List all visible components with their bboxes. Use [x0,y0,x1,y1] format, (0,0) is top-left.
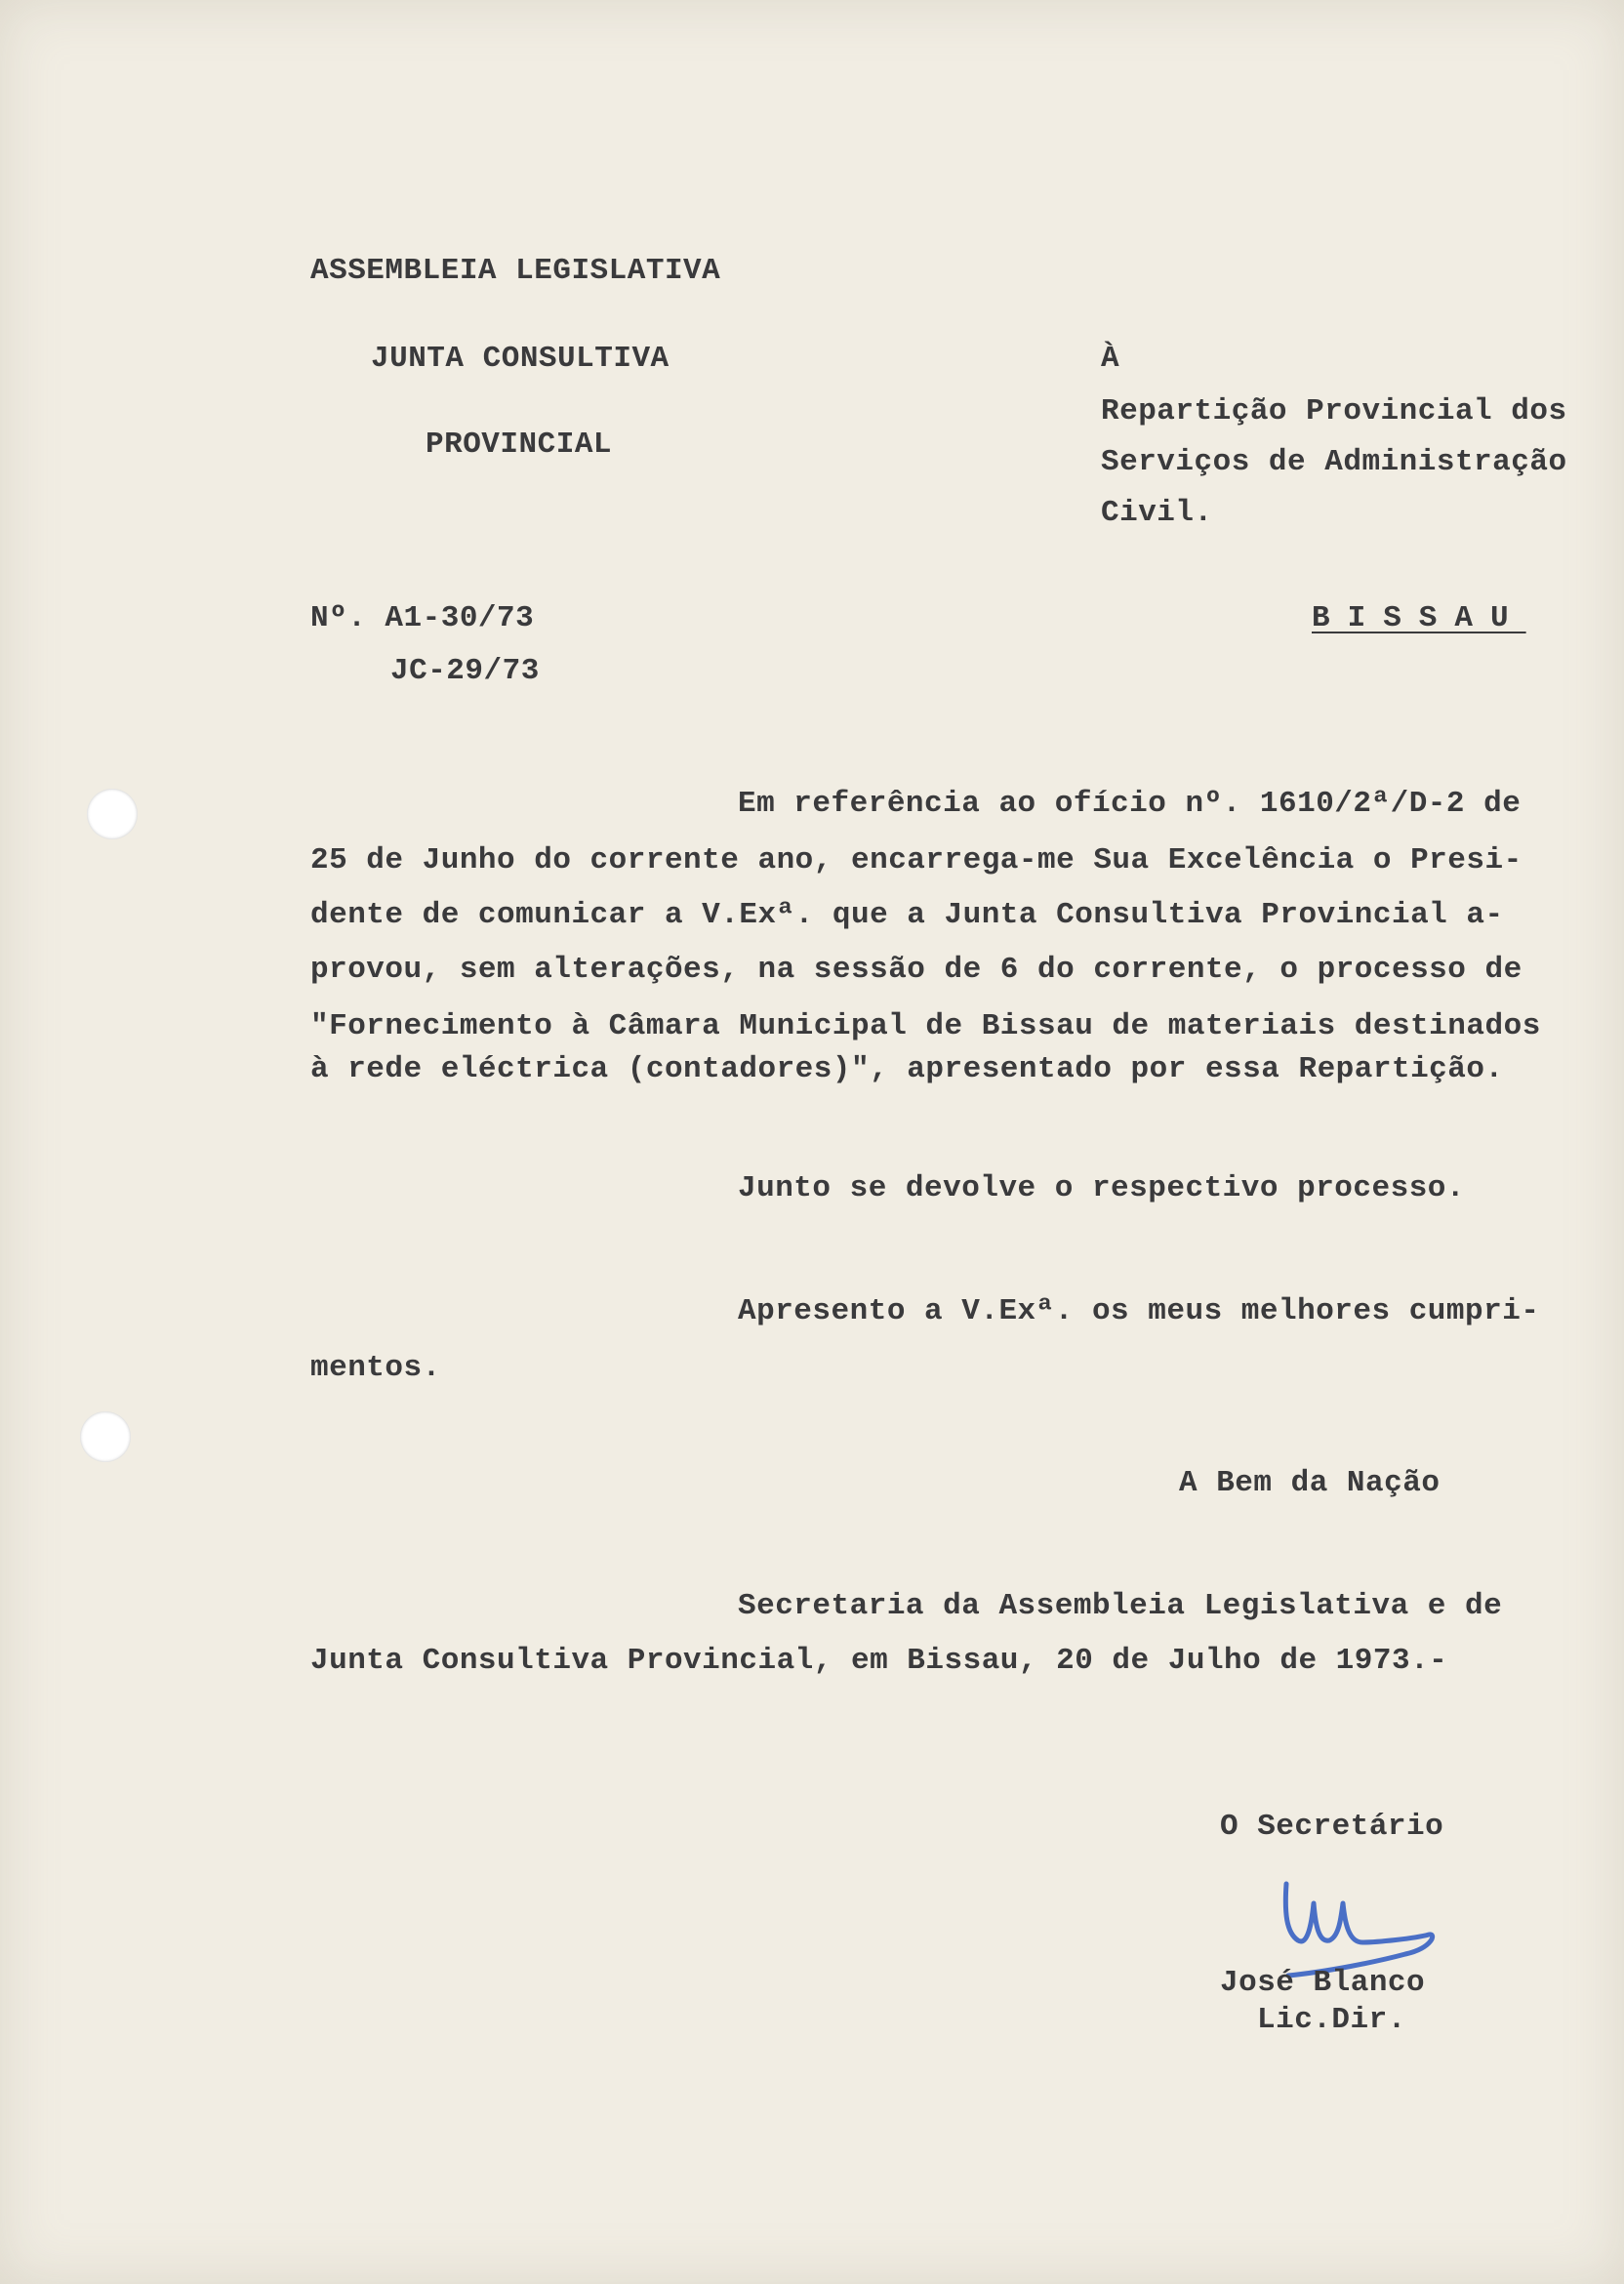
punch-hole-bottom [80,1411,131,1462]
signatory-name: José Blanco [1220,1966,1426,2000]
closing-motto: A Bem da Nação [1179,1466,1441,1500]
signatory-role: O Secretário [1220,1810,1444,1844]
reference-number-1: Nº. A1-30/73 [310,601,535,635]
recipient-line-1: Repartição Provincial dos [1101,394,1567,428]
sender-line-2: JUNTA CONSULTIVA [371,342,670,376]
recipient-prefix: À [1101,342,1120,376]
punch-hole-top [87,789,138,839]
body-line-1: Em referência ao ofício nº. 1610/2ª/D-2 de [738,787,1522,821]
body-line-2: 25 de Junho do corrente ano, encarrega-me Sua Excelência o Presi- [310,843,1522,877]
body-line-6: à rede eléctrica (contadores)", apresentado por essa Repartição. [310,1052,1504,1086]
body-line-4: provou, sem alterações, na sessão de 6 do corrente, o processo de [310,953,1522,987]
recipient-line-2: Serviços de Administração [1101,445,1567,479]
body-line-5: "Fornecimento à Câmara Municipal de Bissau de materiais destinados [310,1009,1541,1043]
sender-line-1: ASSEMBLEIA LEGISLATIVA [310,254,721,288]
body-line-3: dente de comunicar a V.Exª. que a Junta Consultiva Provincial a- [310,898,1504,932]
sender-line-3: PROVINCIAL [426,428,613,462]
body-paragraph-3-line-2: mentos. [310,1351,441,1385]
place-date-line-2: Junta Consultiva Provincial, em Bissau, 20 de Julho de 1973.- [310,1644,1448,1678]
reference-number-2: JC-29/73 [390,654,540,688]
recipient-line-3: Civil. [1101,496,1213,530]
recipient-city: BISSAU [1312,601,1526,635]
body-paragraph-3-line-1: Apresento a V.Exª. os meus melhores cumpri- [738,1294,1540,1328]
signatory-title: Lic.Dir. [1257,2003,1406,2037]
body-paragraph-2: Junto se devolve o respectivo processo. [738,1171,1466,1205]
place-date-line-1: Secretaria da Assembleia Legislativa e de [738,1589,1503,1623]
